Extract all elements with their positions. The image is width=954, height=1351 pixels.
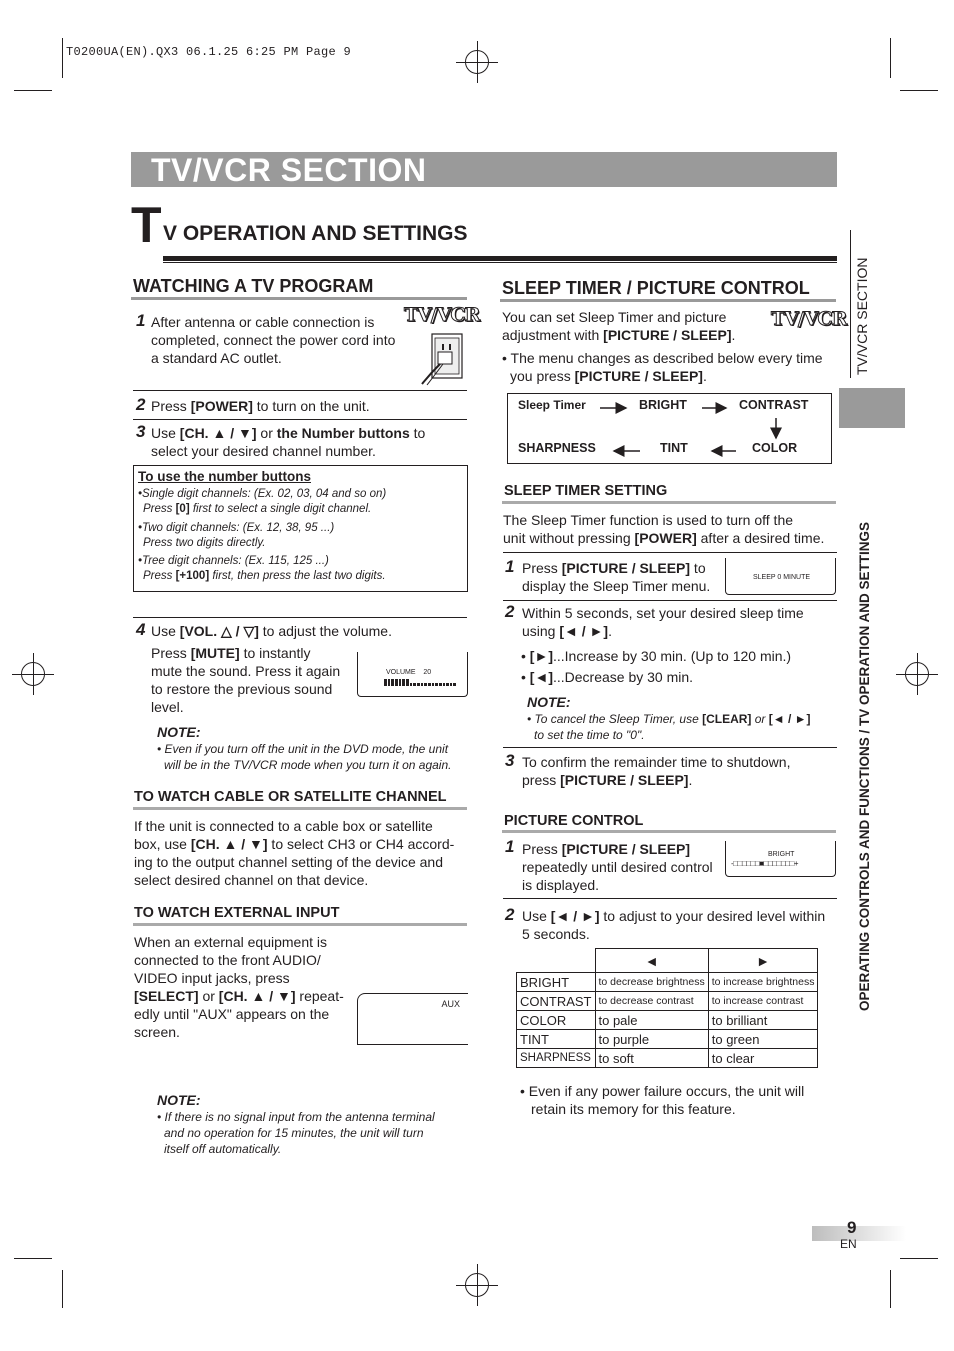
step3-number: 3 [136, 422, 146, 441]
page-number: 9 [847, 1218, 857, 1237]
side-tab [850, 230, 878, 378]
flow-sharpness: SHARPNESS [518, 441, 596, 455]
step1-text: After antenna or cable connection is completed, connect the power cord into a standard AC outlet. [151, 314, 396, 366]
chapter-rule-thin [163, 262, 837, 263]
step3-text: Use [CH. ▲ / ▼] or the Number buttons to select your desired channel number. [151, 425, 426, 459]
volume-segment [402, 679, 405, 686]
note1-title: NOTE: [157, 724, 201, 740]
table-header-blank [517, 949, 596, 973]
section-banner [131, 152, 837, 187]
side-gray-block [839, 388, 905, 428]
step1-number: 1 [136, 311, 146, 330]
table-header-left: ◄ [595, 949, 708, 973]
power-outlet-icon [418, 330, 466, 386]
bright-screen-label: BRIGHT [768, 851, 795, 858]
tv-vcr-logo: TV/VCR [404, 304, 480, 326]
tv-vcr-logo: TV/VCR [771, 308, 847, 330]
side-chapter-text: OPERATING CONTROLS AND FUNCTIONS / TV OPERATION AND SETTINGS [857, 521, 872, 1011]
table-row: CONTRAST to decrease contrast to increase contrast [517, 992, 818, 1011]
external-heading-rule [133, 923, 467, 926]
timer-step1-number: 1 [505, 557, 515, 576]
cable-heading-rule [133, 807, 467, 810]
sleep-screen [725, 558, 836, 595]
volume-label: VOLUME 20 [386, 669, 432, 676]
side-tab-text: TV/VCR SECTION [854, 257, 870, 375]
divider [133, 419, 467, 420]
flow-contrast: CONTRAST [739, 398, 809, 412]
timer-step2-number: 2 [505, 602, 515, 621]
sleep-screen-text: SLEEP 0 MINUTE [753, 574, 811, 581]
aux-label: AUX [441, 999, 460, 1009]
registration-mark-right [905, 662, 929, 686]
volume-segment [384, 679, 387, 686]
external-text: When an external equipment is connected to the front AUDIO/ VIDEO input jacks, press [SELECT] or [CH. ▲ / ▼] repeat- edly until "AUX" appears on the screen. [134, 934, 344, 1040]
bright-screen [725, 841, 836, 877]
bright-level-bar: -□□□□□□■□□□□□□□+ [731, 859, 798, 868]
table-row: COLOR to pale to brilliant [517, 1011, 818, 1030]
registration-mark-bottom [465, 1273, 489, 1297]
flow-arrows [508, 394, 833, 465]
step4-number: 4 [136, 620, 146, 639]
timer-step3-number: 3 [505, 751, 515, 770]
timer-step2-text: Within 5 seconds, set your desired sleep time using [◄ / ►]. [522, 605, 804, 639]
flow-bright: BRIGHT [639, 398, 687, 412]
volume-segment [446, 683, 449, 686]
number-box-item: •Single digit channels: (Ex. 02, 03, 04 and so on) Press [0] first to select a single digit channel. [138, 488, 387, 515]
step4-text: Use [VOL. △ / ▽] to adjust the volume. [151, 623, 392, 639]
volume-screen [357, 652, 468, 697]
sleep-timer-heading: SLEEP TIMER SETTING [504, 483, 668, 499]
table-header-row [517, 949, 818, 973]
volume-segment [435, 683, 438, 686]
aux-screen [357, 993, 468, 1045]
volume-segment [406, 679, 409, 686]
page-number-box [812, 1226, 906, 1241]
volume-segment [428, 683, 431, 686]
flow-sleep-timer: Sleep Timer [518, 398, 586, 412]
increase-text: • [►]...Increase by 30 min. (Up to 120 min.) [521, 648, 792, 664]
number-box-title: To use the number buttons [138, 469, 311, 484]
decrease-text: • [◄]...Decrease by 30 min. [521, 669, 694, 685]
volume-level-bar [384, 679, 456, 686]
picture-step1-text: Press [PICTURE / SLEEP] repeatedly until desired control is displayed. [522, 841, 713, 893]
picture-step2-number: 2 [505, 905, 515, 924]
note1-text: • Even if you turn off the unit in the DVD mode, the unit will be in the TV/VCR mode when you turn it on again. [157, 742, 452, 772]
table-row: SHARPNESS to soft to clear [517, 1049, 818, 1068]
watching-heading: WATCHING A TV PROGRAM [133, 276, 374, 296]
volume-segment [450, 683, 453, 686]
sleep-intro: You can set Sleep Timer and picture adjustment with [PICTURE / SLEEP]. [502, 309, 736, 343]
cable-text: If the unit is connected to a cable box or satellite box, use [CH. ▲ / ▼] to select CH3 or CH4 accord- ing to the output channel setting of the device and select desired channel on that device. [134, 818, 455, 888]
table-header-right: ► [708, 949, 818, 973]
section-banner-text: TV/VCR SECTION [151, 152, 427, 188]
number-buttons-box [133, 465, 468, 592]
timer-note-text: • To cancel the Sleep Timer, use [CLEAR] or [◄ / ►] to set the time to "0". [527, 712, 811, 742]
sleep-heading: SLEEP TIMER / PICTURE CONTROL [502, 278, 810, 298]
divider [503, 747, 837, 748]
number-box-item: •Tree digit channels: (Ex. 115, 125 ...) Press [+100] first, then press the last two digits. [138, 555, 386, 582]
sleep-heading-rule [500, 299, 836, 302]
divider [503, 898, 837, 899]
registration-mark-left [21, 662, 45, 686]
number-box-item: •Two digit channels: (Ex. 12, 38, 95 ...) Press two digits directly. [138, 522, 335, 549]
volume-segment [439, 683, 442, 686]
divider [133, 390, 467, 391]
volume-segment [443, 683, 446, 686]
memory-note: • Even if any power failure occurs, the unit will retain its memory for this feature. [520, 1083, 805, 1117]
volume-segment [417, 683, 420, 686]
mute-text: Press [MUTE] to instantly mute the sound. Press it again to restore the previous sound level. [151, 645, 341, 715]
timer-step3-text: To confirm the remainder time to shutdown, press [PICTURE / SLEEP]. [522, 754, 791, 788]
registration-mark-top [465, 50, 489, 74]
step2-text: Press [POWER] to turn on the unit. [151, 398, 370, 414]
chapter-title: V OPERATION AND SETTINGS [163, 222, 468, 245]
note2-title: NOTE: [157, 1092, 201, 1108]
cable-heading: TO WATCH CABLE OR SATELLITE CHANNEL [134, 789, 447, 805]
volume-segment [421, 683, 424, 686]
flow-color: COLOR [752, 441, 798, 455]
sleep-timer-heading-rule [502, 501, 836, 504]
table-row: BRIGHT to decrease brightness to increase brightness [517, 973, 818, 992]
volume-segment [424, 683, 427, 686]
divider [503, 552, 837, 553]
picture-step1-number: 1 [505, 837, 515, 856]
table-row: TINT to purple to green [517, 1030, 818, 1049]
volume-segment [395, 679, 398, 686]
menu-flow-box [507, 393, 832, 464]
chapter-drop-letter: T [131, 197, 162, 253]
volume-segment [413, 683, 416, 686]
picture-heading-rule [502, 830, 836, 833]
sleep-timer-intro: The Sleep Timer function is used to turn off the unit without pressing [POWER] after a desired time. [503, 512, 825, 546]
volume-segment [391, 679, 394, 686]
picture-heading: PICTURE CONTROL [504, 813, 644, 829]
picture-step2-text: Use [◄ / ►] to adjust to your desired level within 5 seconds. [522, 908, 826, 942]
divider [503, 600, 837, 601]
step2-number: 2 [136, 395, 146, 414]
flow-tint: TINT [660, 441, 688, 455]
note2-text: • If there is no signal input from the antenna terminal and no operation for 15 minutes, the unit will turn itself off automatically. [157, 1110, 435, 1156]
chapter-rule [163, 256, 837, 261]
volume-segment [410, 683, 413, 686]
sleep-bullet: • The menu changes as described below every time you press [PICTURE / SLEEP]. [502, 350, 823, 384]
watching-heading-rule [131, 297, 467, 300]
divider [133, 617, 467, 618]
volume-segment [388, 679, 391, 686]
external-heading: TO WATCH EXTERNAL INPUT [134, 905, 340, 921]
page-lang: EN [840, 1237, 857, 1251]
timer-step1-text: Press [PICTURE / SLEEP] to display the Sleep Timer menu. [522, 560, 711, 594]
picture-control-table [516, 948, 818, 1068]
timer-note-title: NOTE: [527, 694, 571, 710]
volume-segment [453, 683, 456, 686]
volume-segment [432, 683, 435, 686]
print-header: T0200UA(EN).QX3 06.1.25 6:25 PM Page 9 [66, 45, 352, 59]
volume-segment [399, 679, 402, 686]
